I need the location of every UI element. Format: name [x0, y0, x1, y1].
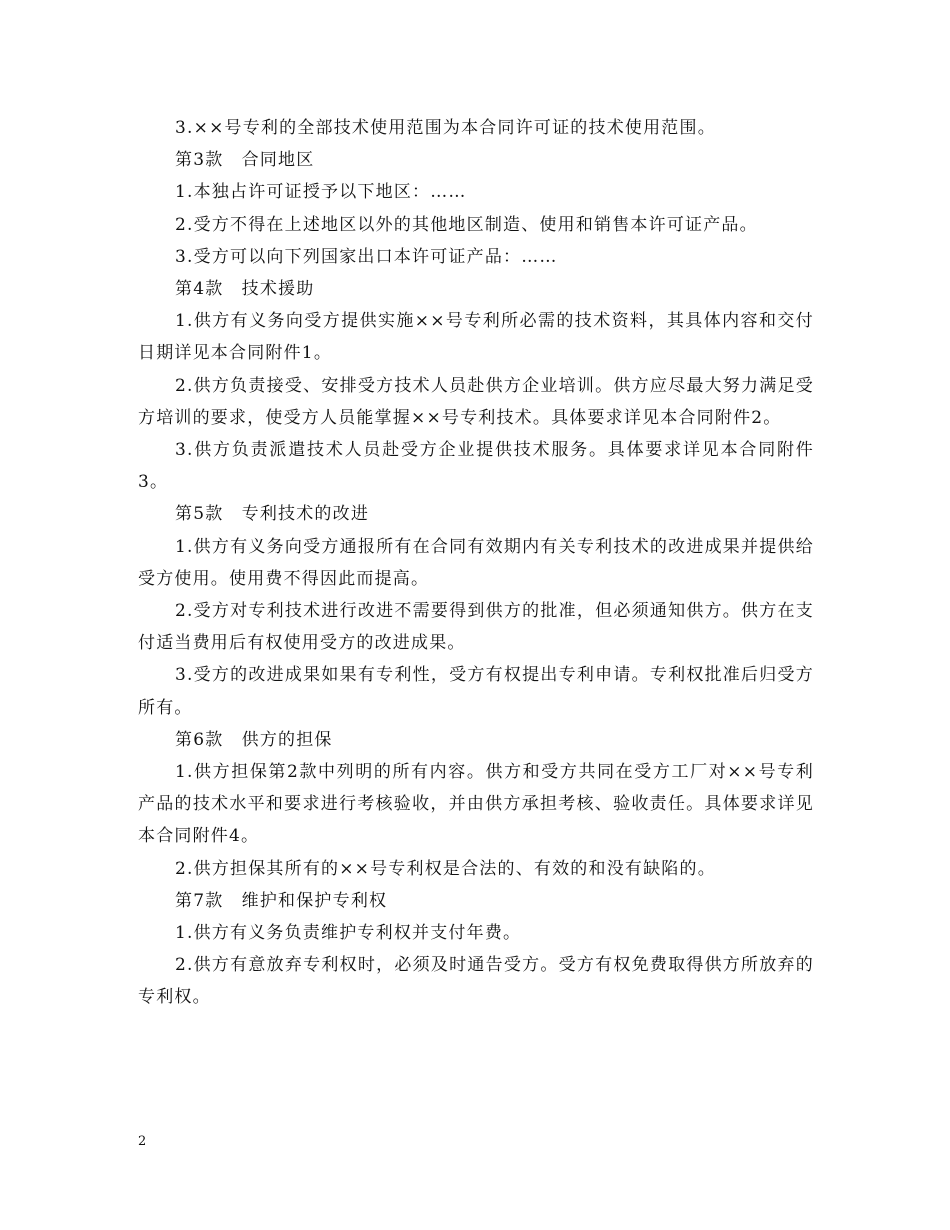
clause-3-item-1: 1.本独占许可证授予以下地区：……: [175, 182, 467, 203]
page-number: 2: [138, 1134, 147, 1149]
clause-6-item-2: 2.供方担保其所有的××号专利权是合法的、有效的和没有缺陷的。: [175, 858, 716, 879]
clause-5-item-1: 1.供方有义务向受方通报所有在合同有效期内有关专利技术的改进成果并提供给受方使用。使用费不得因此而提高。: [138, 536, 814, 589]
clause-4-item-3: 3.供方负责派遣技术人员赴受方企业提供技术服务。具体要求详见本合同附件3。: [138, 440, 814, 493]
clause-3-item-2: 2.受方不得在上述地区以外的其他地区制造、使用和销售本许可证产品。: [175, 214, 758, 235]
clause-7-item-1: 1.供方有义务负责维护专利权并支付年费。: [175, 923, 522, 944]
clause-7-item-2: 2.供方有意放弃专利权时，必须及时通告受方。受方有权免费取得供方所放弃的专利权。: [138, 955, 814, 1008]
clause-6-heading: 第6款 供方的担保: [175, 729, 333, 750]
clause-3-item-3: 3.受方可以向下列国家出口本许可证产品：……: [175, 246, 558, 267]
clause-5-item-2: 2.受方对专利技术进行改进不需要得到供方的批准，但必须通知供方。供方在支付适当费用后有权使用受方的改进成果。: [138, 601, 814, 654]
clause-6-item-1: 1.供方担保第2款中列明的所有内容。供方和受方共同在受方工厂对××号专利产品的技术水平和要求进行考核验收，并由供方承担考核、验收责任。具体要求详见本合同附件4。: [138, 762, 814, 847]
clause-7-heading: 第7款 维护和保护专利权: [175, 890, 388, 911]
clause-5-item-3: 3.受方的改进成果如果有专利性，受方有权提出专利申请。专利权批准后归受方所有。: [138, 665, 814, 718]
clause-4-item-2: 2.供方负责接受、安排受方技术人员赴供方企业培训。供方应尽最大努力满足受方培训的要求，使受方人员能掌握××号专利技术。具体要求详见本合同附件2。: [138, 375, 814, 428]
document-body: [138, 112, 814, 1014]
clause-2-item-3: 3.××号专利的全部技术使用范围为本合同许可证的技术使用范围。: [175, 118, 716, 138]
clause-4-item-1: 1.供方有义务向受方提供实施××号专利所必需的技术资料，其具体内容和交付日期详见本合同附件1。: [138, 311, 814, 364]
clause-5-heading: 第5款 专利技术的改进: [175, 504, 370, 525]
clause-3-heading: 第3款 合同地区: [175, 150, 315, 171]
clause-4-heading: 第4款 技术援助: [175, 279, 315, 300]
